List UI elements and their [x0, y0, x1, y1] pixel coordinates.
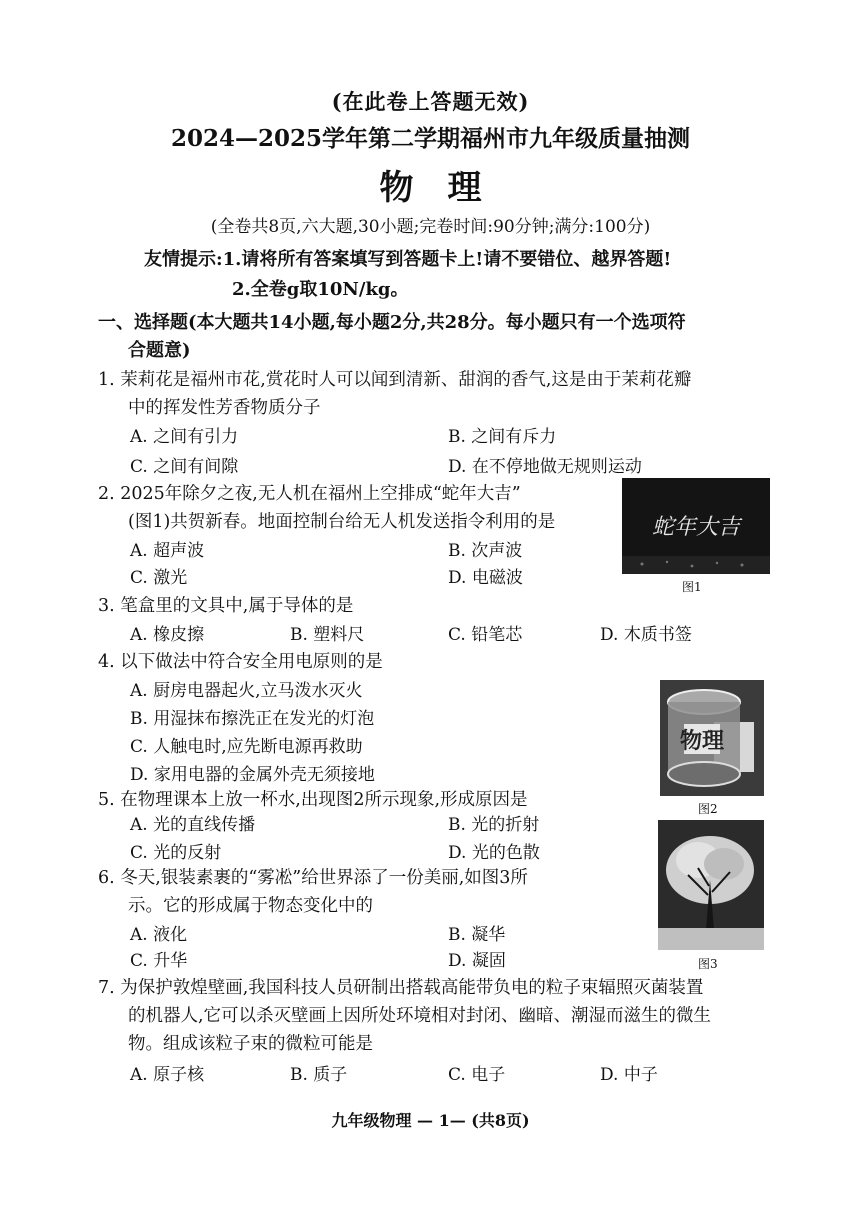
question-4-text: 4. 以下做法中符合安全用电原则的是: [98, 652, 383, 672]
question-2-option-a: A. 超声波: [130, 541, 205, 561]
tips-line-1: 友情提示:1.请将所有答案填写到答题卡上!请不要错位、越界答题!: [144, 249, 672, 270]
glass-text: 物理: [679, 728, 725, 754]
question-6-text-cont: 示。它的形成属于物态变化中的: [128, 896, 373, 916]
question-3-option-b: B. 塑料尺: [290, 625, 365, 645]
figure-1-caption: 图1: [682, 580, 702, 594]
figure-1-drone-image: [622, 478, 770, 574]
question-1-option-b: B. 之间有斥力: [448, 427, 557, 447]
question-7-option-a: A. 原子核: [130, 1065, 205, 1085]
question-5-option-a: A. 光的直线传播: [130, 815, 256, 835]
question-2-option-b: B. 次声波: [448, 541, 523, 561]
tips-line-2: 2.全卷g取10N/kg。: [232, 279, 409, 300]
water-glass-icon: [660, 680, 764, 796]
question-7-option-b: B. 质子: [290, 1065, 348, 1085]
question-5-option-b: B. 光的折射: [448, 815, 540, 835]
question-1-text-cont: 中的挥发性芳香物质分子: [128, 398, 321, 418]
drone-night-sky-icon: [622, 478, 770, 574]
subject-title: 物理: [379, 168, 516, 208]
question-1-option-d: D. 在不停地做无规则运动: [448, 457, 642, 477]
question-6-text: 6. 冬天,银装素裹的“雾凇”给世界添了一份美丽,如图3所: [98, 868, 528, 888]
question-6-option-c: C. 升华: [130, 951, 188, 971]
question-3-option-a: A. 橡皮擦: [130, 625, 205, 645]
question-1-option-c: C. 之间有间隙: [130, 457, 239, 477]
question-4-option-d: D. 家用电器的金属外壳无须接地: [130, 765, 375, 785]
answer-invalid-notice: (在此卷上答题无效): [331, 89, 530, 114]
page-footer: 九年级物理 — 1— (共8页): [331, 1111, 530, 1130]
question-6-option-d: D. 凝固: [448, 951, 506, 971]
figure-2-caption: 图2: [698, 802, 718, 816]
question-5-text: 5. 在物理课本上放一杯水,出现图2所示现象,形成原因是: [98, 790, 528, 810]
question-6-option-a: A. 液化: [130, 925, 188, 945]
question-4-option-c: C. 人触电时,应先断电源再救助: [130, 737, 363, 757]
question-2-option-d: D. 电磁波: [448, 568, 523, 588]
question-2-text-cont: (图1)共贺新春。地面控制台给无人机发送指令利用的是: [128, 512, 556, 532]
question-3-text: 3. 笔盒里的文具中,属于导体的是: [98, 596, 354, 616]
question-7-option-c: C. 电子: [448, 1065, 506, 1085]
figure-3-caption: 图3: [698, 957, 718, 971]
question-4-option-b: B. 用湿抹布擦洗正在发光的灯泡: [130, 709, 375, 729]
question-5-option-d: D. 光的色散: [448, 843, 540, 863]
question-5-option-c: C. 光的反射: [130, 843, 222, 863]
exam-info: (全卷共8页,六大题,30小题;完卷时间:90分钟;满分:100分): [210, 217, 651, 237]
question-2-option-c: C. 激光: [130, 568, 188, 588]
question-7-option-d: D. 中子: [600, 1065, 658, 1085]
question-7-text-cont-2: 物。组成该粒子束的微粒可能是: [128, 1034, 373, 1054]
question-1-text: 1. 茉莉花是福州市花,赏花时人可以闻到清新、甜润的香气,这是由于茉莉花瓣: [98, 370, 692, 390]
question-7-text: 7. 为保护敦煌壁画,我国科技人员研制出搭载高能带负电的粒子束辐照灭菌装置: [98, 978, 704, 998]
question-3-option-c: C. 铅笔芯: [448, 625, 523, 645]
question-1-option-a: A. 之间有引力: [130, 427, 239, 447]
exam-title: 2024—2025学年第二学期福州市九年级质量抽测: [170, 125, 691, 152]
drone-text: 蛇年大吉: [651, 515, 741, 540]
section-heading-cont: 合题意): [128, 340, 191, 361]
question-3-option-d: D. 木质书签: [600, 625, 692, 645]
question-2-text: 2. 2025年除夕之夜,无人机在福州上空排成“蛇年大吉”: [98, 484, 521, 504]
question-4-option-a: A. 厨房电器起火,立马泼水灭火: [130, 681, 363, 701]
question-6-option-b: B. 凝华: [448, 925, 506, 945]
rime-tree-icon: [658, 820, 764, 950]
figure-3-rime-tree-image: [658, 820, 764, 950]
figure-2-water-glass-image: [660, 680, 764, 796]
section-heading: 一、选择题(本大题共14小题,每小题2分,共28分。每小题只有一个选项符: [98, 312, 686, 333]
question-7-text-cont-1: 的机器人,它可以杀灭壁画上因所处环境相对封闭、幽暗、潮湿而滋生的微生: [128, 1006, 712, 1026]
